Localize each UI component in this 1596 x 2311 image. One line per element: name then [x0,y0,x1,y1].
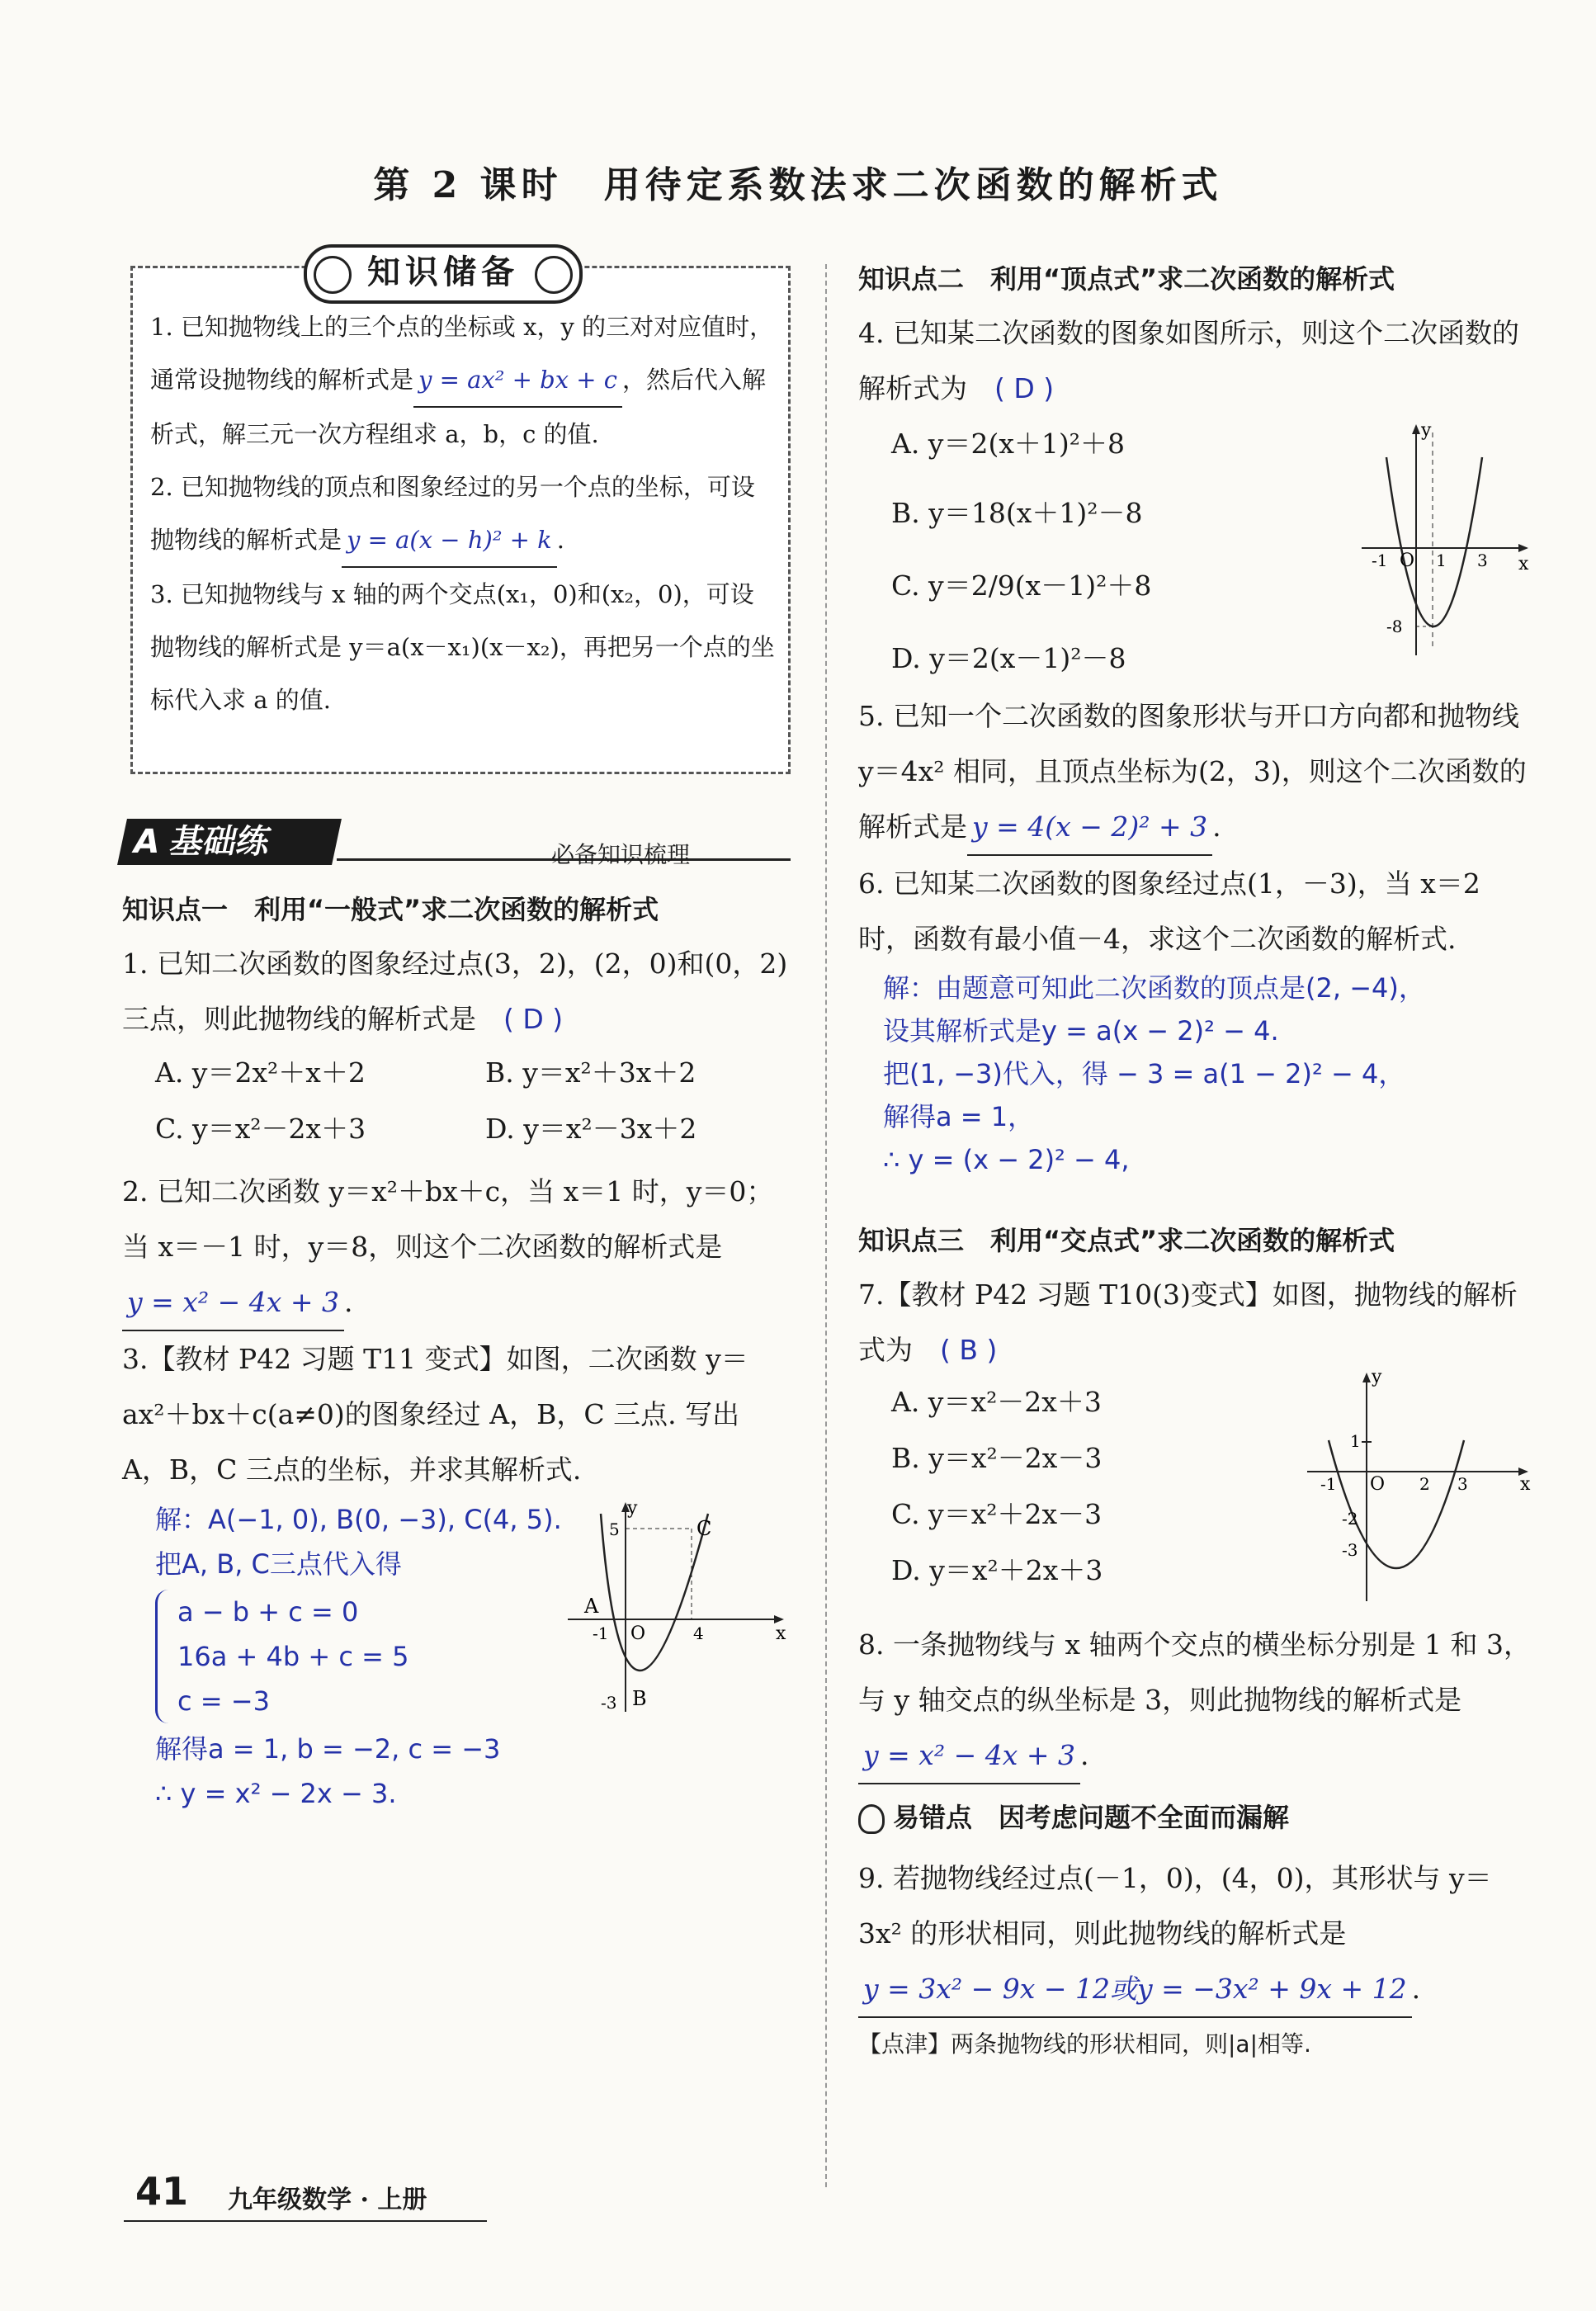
q6-line-3: 把(1, −3)代入，得 − 3 = a(1 − 2)² − 4， [883,1058,1405,1089]
q6-line-4: 解得a = 1， [883,1101,1035,1132]
q3-line-1: 解：A(−1, 0), B(0, −3), C(4, 5). [155,1504,562,1535]
q3-label: B [632,1687,647,1710]
q7-label: 2 [1419,1474,1430,1494]
question-9: 9. 若抛物线经过点(－1，0)，(4，0)，其形状与 y＝3x² 的形状相同，则此抛物线的解析式是 [858,1862,1492,1949]
q4-label: -1 [1372,551,1388,570]
section-a-subtitle: 必备知识梳理 [551,841,691,868]
q3-solution-text [155,1497,562,1816]
q3-label: C [696,1517,712,1540]
knowledge-badge [304,244,583,304]
q3-solution [122,1497,791,1811]
q5-answer: y = 4(x − 2)² + 3 [967,799,1212,856]
question-5: 5. 已知一个二次函数的图象形状与开口方向都和抛物线 y＝4x² 相同，且顶点坐标为(2，3)，则这个二次函数的解析式是 y = 4(x − 2)² + 3 . [858,688,1535,856]
q7-label: -2 [1342,1509,1358,1529]
q3-line-2: 把A, B, C三点代入得 [155,1548,402,1580]
knowledge-item-1: 1. 已知抛物线上的三个点的坐标或 x，y 的三对对应值时，通常设抛物线的解析式是 y = ax² + bx + c ，然后代入解析式，解三元一次方程组求 a，b，c 的值. [150,313,774,448]
q7-answer: ( B ) [940,1334,998,1366]
q4-label: -8 [1386,617,1403,636]
knowledge-item-2: 2. 已知抛物线的顶点和图象经过的另一个点的坐标，可设抛物线的解析式是 y = a(x − h)² + k . [150,461,777,568]
question-4: 4. 已知某二次函数的图象如图所示，则这个二次函数的解析式为 ( D ) [858,317,1519,404]
q4-choice-b: B. y＝18(x＋1)²－8 [891,497,1143,529]
error-point-heading [858,1791,1535,1844]
q3-line-4: ∴ y = x² − 2x − 3. [155,1778,397,1809]
q4-parabola [1386,457,1482,626]
tip-note: 【点津】两条抛物线的形状相同，则|a|相等. [858,2030,1311,2058]
q4-label: O [1400,551,1415,571]
q3-x-arrow [774,1615,784,1623]
q4-choice-c: C. y＝2/9(x－1)²＋8 [891,569,1152,602]
q4-x-arrow [1518,544,1528,552]
knowledge-answer-1: y = ax² + bx + c [413,353,622,408]
q7-graph [1304,1366,1535,1605]
q3-label: 4 [693,1623,704,1643]
q3-label: x [776,1623,786,1644]
q7-choice-a: A. y＝x²－2x＋3 [891,1386,1102,1418]
q9-answer-line: y = 3x² − 9x − 12或y = −3x² + 9x + 12 . [858,1961,1535,2018]
q4-label: x [1518,554,1529,574]
q1-answer: ( D ) [503,1003,564,1035]
q4-label: 1 [1436,551,1447,570]
q4-graph [1353,416,1535,664]
q1-choices [122,1052,791,1164]
question-6: 6. 已知某二次函数的图象经过点(1，－3)，当 x＝2 时，函数有最小值－4，求这个二次函数的解析式. [858,867,1480,955]
q7-choice-b: B. y＝x²－2x－3 [891,1442,1103,1474]
q3-eq-3: c = −3 [177,1685,270,1717]
q3-label: A [584,1595,599,1618]
q7-label: -3 [1342,1540,1358,1560]
section-a-tag: A 基础练 [117,819,342,865]
q4-label: 3 [1477,551,1488,570]
right-column [858,253,1535,2059]
q4-choices [858,416,1535,688]
knowledge-point-1: 知识点一 利用“一般式”求二次函数的解析式 [122,894,659,925]
question-1 [122,936,791,1052]
q3-label: O [630,1623,646,1644]
q3-label: y [627,1498,638,1519]
q6-line-1: 解：由题意可知此二次函数的顶点是(2, −4)， [883,972,1425,1004]
q4-choice-d: D. y＝2(x－1)²－8 [891,642,1126,674]
q4-label: y [1421,420,1432,441]
q7-choices [858,1367,1535,1617]
left-column [122,883,791,1811]
q3-eq-2: 16a + 4b + c = 5 [177,1641,409,1672]
question-3: 3.【教材 P42 习题 T11 变式】如图，二次函数 y＝ax²＋bx＋c(a≠0)的图象经过 A，B，C 三点. 写出 A，B，C 三点的坐标，并求其解析式. [122,1343,748,1486]
q6-solution [858,966,1535,1214]
book-title: 九年级数学 · 上册 [228,2186,427,2214]
column-divider [825,264,827,2187]
q3-graph [568,1497,791,1720]
page-number: 41 [135,2169,189,2214]
q3-eq-1: a − b + c = 0 [177,1596,359,1628]
q3-system [155,1590,562,1723]
q1-choice-b: B. y＝x²＋3x＋2 [485,1056,696,1089]
q8-answer: y = x² − 4x + 3 [858,1727,1080,1784]
section-a-header [122,819,791,868]
q7-choice-c: C. y＝x²＋2x－3 [891,1498,1103,1530]
q4-answer: ( D ) [994,372,1055,404]
q3-label: 5 [609,1519,620,1539]
q1-stem: 1. 已知二次函数的图象经过点(3，2)，(2，0)和(0，2)三点，则此抛物线的解析式是 ( D ) [122,948,788,1035]
question-7: 7.【教材 P42 习题 T10(3)变式】如图，抛物线的解析式为 ( B ) [858,1278,1518,1366]
q7-label: x [1520,1474,1531,1495]
q7-label: 3 [1457,1474,1468,1494]
q7-y-arrow [1362,1373,1371,1382]
q1-choice-d: D. y＝x²－3x＋2 [485,1113,697,1145]
q3-label: -1 [593,1623,609,1643]
basketball-icon [535,256,573,294]
q1-choice-c: C. y＝x²－2x＋3 [155,1113,366,1145]
footer-rule [124,2220,487,2222]
q4-y-arrow [1412,424,1420,434]
knowledge-item-3: 3. 已知抛物线与 x 轴的两个交点(x₁，0)和(x₂，0)，可设抛物线的解析式是 y＝a(x－x₁)(x－x₂)，再把另一个点的坐标代入求 a 的值. [150,580,775,714]
knowledge-point-3: 知识点三 利用“交点式”求二次函数的解析式 [858,1225,1395,1256]
q2-answer: y = x² − 4x + 3 [122,1274,344,1331]
page-title: 第 2 课时 用待定系数法求二次函数的解析式 [373,164,1223,206]
q7-label: 1 [1350,1431,1361,1451]
basketball-icon [314,256,352,294]
q6-line-5: ∴ y = (x − 2)² − 4, [883,1144,1130,1175]
q3-line-3: 解得a = 1, b = −2, c = −3 [155,1733,501,1765]
q1-choice-a: A. y＝2x²＋x＋2 [155,1056,366,1089]
knowledge-badge-label: 知识储备 [367,253,519,291]
q7-label: y [1372,1367,1382,1387]
error-point-label: 易错点 因考虑问题不全面而漏解 [893,1802,1290,1833]
q7-label: -1 [1320,1474,1337,1494]
q3-label: -3 [601,1693,617,1713]
q7-choice-d: D. y＝x²＋2x＋3 [891,1554,1103,1586]
question-8: 8. 一条抛物线与 x 轴两个交点的横坐标分别是 1 和 3，与 y 轴交点的纵坐标是 3，则此抛物线的解析式是y = x² − 4x + 3 . [858,1617,1535,1784]
question-2: 2. 已知二次函数 y＝x²＋bx＋c，当 x＝1 时，y＝0；当 x＝－1 时，y＝8，则这个二次函数的解析式是y = x² − 4x + 3 . [122,1164,791,1331]
knowledge-answer-2: y = a(x − h)² + k [342,513,557,568]
knowledge-point-2: 知识点二 利用“顶点式”求二次函数的解析式 [858,263,1395,295]
q7-label: O [1370,1474,1386,1495]
knowledge-content [150,300,777,726]
q9-answer: y = 3x² − 9x − 12或y = −3x² + 9x + 12 [858,1961,1412,2018]
q6-line-2: 设其解析式是y = a(x − 2)² − 4. [883,1015,1279,1047]
lightbulb-icon [858,1804,885,1834]
q4-choice-a: A. y＝2(x＋1)²＋8 [891,428,1126,460]
